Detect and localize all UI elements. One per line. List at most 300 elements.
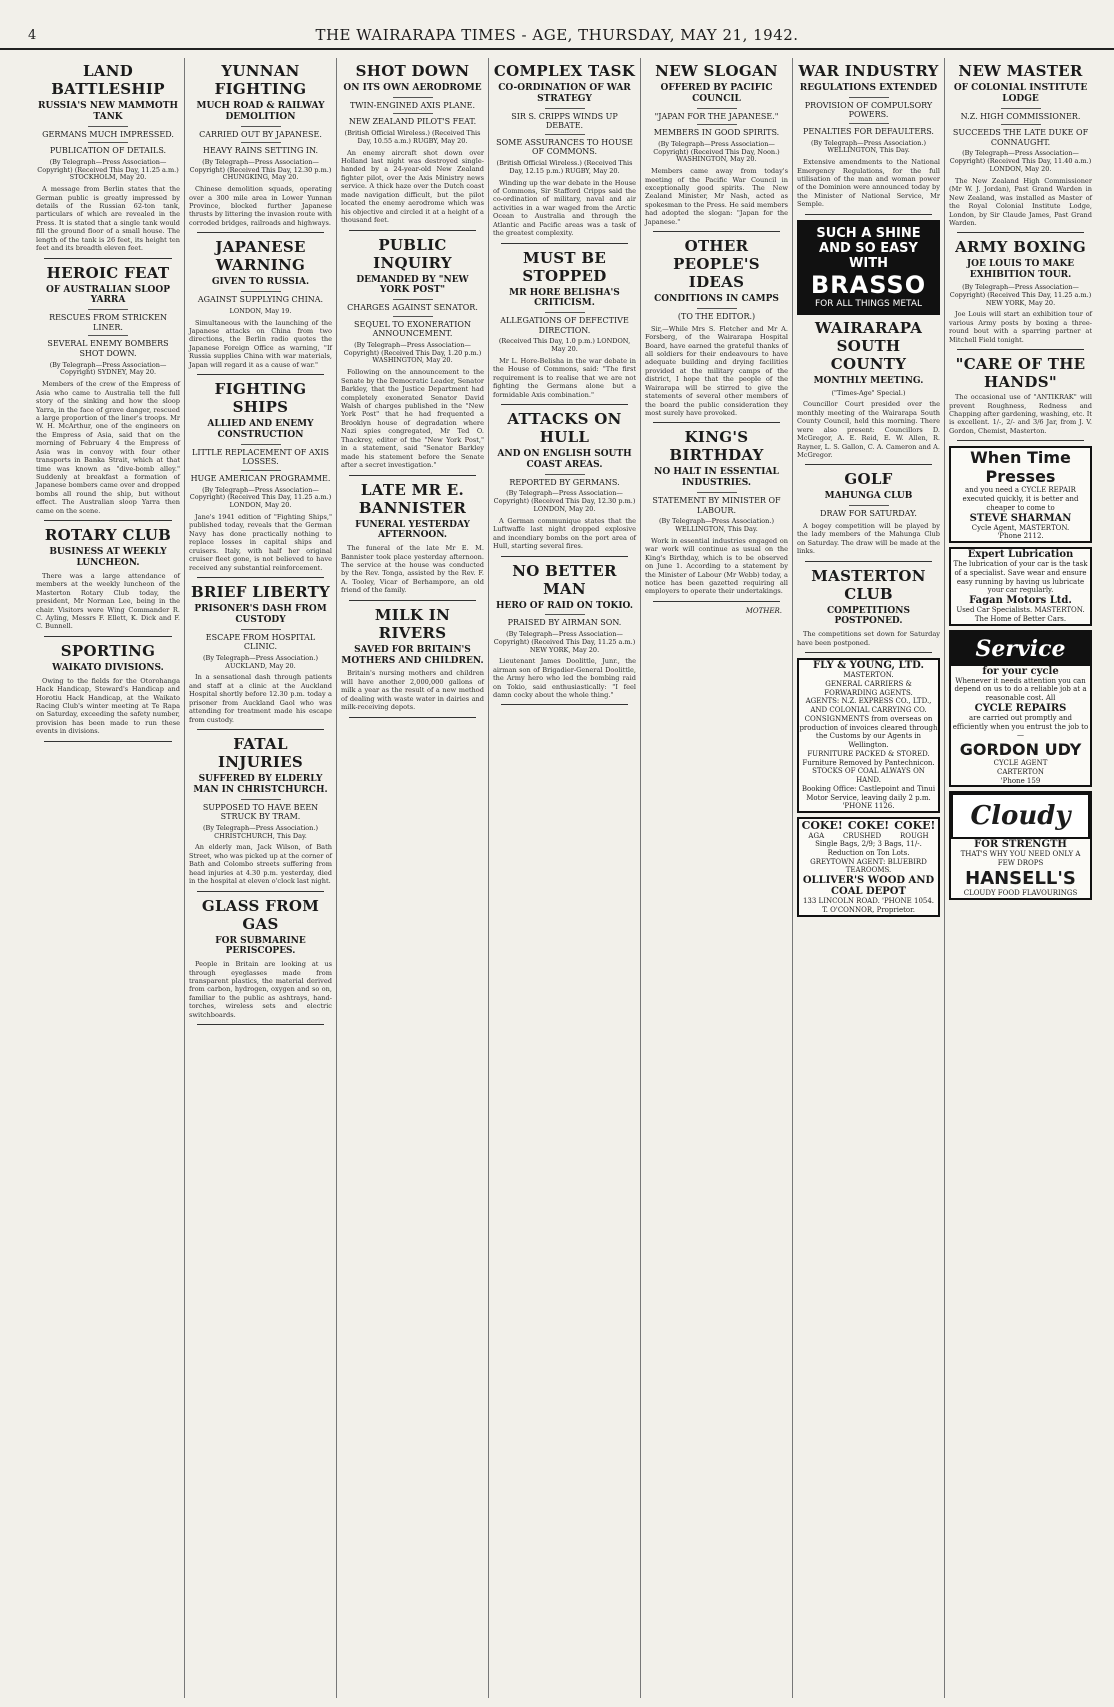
article-dateline: (By Telegraph—Press Association.) CHRISTCHURCH, This Day. [203, 823, 318, 840]
subhead-divider [697, 108, 737, 109]
article-divider [501, 556, 628, 557]
article-paragraph: Owing to the fields for the Otorohanga Hack Handicap, Steward's Handicap and Horotiu Hack Handicap, at the Waikato Racing Club's winter meeting at Te Rapa on Saturday, exceeding the safety number, provision has been made to run these events in divisions. [36, 676, 180, 736]
article-subhead: CARRIED OUT BY JAPANESE. [199, 129, 322, 139]
article-subhead: (TO THE EDITOR.) [677, 312, 756, 322]
article-paragraph: There was a large attendance of members at the weekly luncheon of the Masterton Rotary Club today, the president, Mr Norman Lee, being in the chair. Visitors were Wing Commander R. C. Ayling, Messrs F. Ellett, K. Dick and F. C. Bunnell. [36, 571, 180, 631]
article-divider [349, 600, 476, 601]
article-dateline: (By Telegraph—Press Association—Copyright) (Received This Day, 12.30 p.m.) CHUNGKING, May 20. [189, 157, 332, 182]
brasso-brand: BRASSO [810, 270, 927, 299]
article-headline: "CARE OF THE HANDS" [955, 355, 1086, 392]
article-body [645, 167, 788, 226]
article-headline: LATE MR E. BANNISTER [358, 480, 467, 517]
coke-agent: GREYTOWN AGENT: BLUEBIRD TEAROOMS. [810, 857, 927, 875]
article-subhead: OFFERED BY PACIFIC COUNCIL [660, 83, 773, 104]
ad-text: Cycle Agent, MASTERTON. [971, 523, 1070, 532]
article [493, 62, 636, 238]
article-paragraph: Joe Louis will start an exhibition tour of various Army posts by boxing a three-round bout with a sparring partner at Mitchell Field tonight. [949, 310, 1092, 344]
article-body [36, 677, 180, 736]
coke-supplier: OLLIVER'S WOOD AND COAL DEPOT [802, 875, 935, 898]
subhead-divider [1001, 108, 1041, 109]
column-2 [184, 58, 336, 1698]
subhead-divider [88, 335, 128, 336]
subhead-divider [849, 123, 889, 124]
article-subhead: DEMANDED BY "NEW YORK POST" [356, 274, 469, 296]
article-dateline: (By Telegraph—Press Association.) AUCKLAND, May 20. [203, 653, 318, 670]
article [797, 567, 940, 647]
article-subhead: NEW ZEALAND PILOT'S FEAT. [348, 117, 477, 127]
service-line: for your cycle [982, 665, 1059, 677]
article-dateline: (By Telegraph—Press Association—Copyright) (Received This Day, 1.20 p.m.) WASHINGTON, May 20. [343, 340, 482, 365]
article-body [341, 669, 484, 711]
article [189, 897, 332, 1020]
hansell-sub: CLOUDY FOOD FLAVOURINGS [963, 888, 1078, 897]
article-dateline: (British Official Wireless.) (Received This Day, 10.55 a.m.) RUGBY, May 20. [344, 128, 481, 145]
article-subhead: LITTLE REPLACEMENT OF AXIS LOSSES. [192, 447, 329, 467]
ad-text: Used Car Specialists. MASTERTON. The Home of Better Cars. [956, 606, 1085, 623]
article-divider [501, 404, 628, 405]
ad-text: CARTERTON [996, 767, 1045, 776]
brasso-tagline: FOR ALL THINGS METAL [814, 298, 923, 309]
masthead [0, 24, 1114, 50]
coke-word: COKE! [847, 819, 890, 833]
hansell-brand: HANSELL'S [965, 867, 1076, 889]
article-headline: FIGHTING SHIPS [214, 380, 307, 417]
hansell-cloudy: Cloudy [951, 793, 1090, 839]
article-paragraph: Chinese demolition squads, operating over a 300 mile area in Lower Yunnan Province, blocked further Japanese thrusts by littering the invasion route with corroded bridges, railroads and highways. [189, 185, 332, 227]
article-dateline: (By Telegraph—Press Association—Copyright) (Received This Day, 11.25 a.m.) NEW YORK, May 20. [493, 629, 636, 654]
column-5 [640, 58, 792, 1698]
article-subhead: PENALTIES FOR DEFAULTERS. [803, 126, 934, 136]
article-subhead: RUSSIA'S NEW MAMMOTH TANK [38, 101, 178, 122]
article-divider [957, 349, 1084, 350]
article-subhead: COMPETITIONS POSTPONED. [827, 605, 910, 627]
ad-brand: FLY & YOUNG, LTD. [813, 660, 924, 672]
article-subhead: AND ON ENGLISH SOUTH COAST AREAS. [497, 449, 632, 470]
article-headline: SHOT DOWN [355, 62, 470, 80]
ad-brand: GORDON UDY [959, 740, 1082, 760]
article-divider [653, 422, 780, 423]
column-1 [32, 58, 184, 1698]
article-dateline: ("Times-Age" Special.) [831, 388, 906, 397]
article-divider [197, 374, 324, 375]
article-subhead: ESCAPE FROM HOSPITAL CLINIC. [205, 632, 316, 652]
ad-text: CYCLE REPAIRS [974, 702, 1067, 714]
article [645, 62, 788, 226]
article [797, 470, 940, 555]
article [493, 249, 636, 400]
coke-prices: Single Bags, 2/9; 3 Bags, 11/-. [815, 840, 922, 849]
article-subhead: SUFFERED BY ELDERLY MAN IN CHRISTCHURCH. [193, 774, 328, 795]
article-headline: WAR INDUSTRY [798, 62, 939, 80]
article [341, 606, 484, 712]
article-subhead: FOR SUBMARINE PERISCOPES. [215, 935, 306, 957]
article-paragraph: A message from Berlin states that the German public is greatly impressed by details of the Russian 62-ton tank, particulars of which are revealed in the Press. It is stated that a single tank would fill the ground floor of a small house. The length of the tank is 26 feet, its height ten feet and its breadth eleven feet. [36, 185, 180, 253]
article-paragraph: Councillor Court presided over the monthly meeting of the Wairarapa South County Council, held this morning. There were also present: Councillors D. McGregor, A. E. Reid, E. W. Allen, R. Rayner, L. S. Gallon, C. A. Cameron and A. McGregor. [797, 400, 940, 460]
article-subhead: DRAW FOR SATURDAY. [820, 509, 917, 519]
article-paragraph: Mr L. Hore-Belisha in the war debate in the House of Commons, said: "The first requirement is to realise that we are not fighting the Germans alone but a formidable Axis combination." [493, 357, 636, 399]
article-paragraph: Members came away from today's meeting of the Pacific War Council in exceptionally good spirits. The New Zealand Minister, Mr Nash, acted as spokesman to the Press. He said members had adopted the slogan: "Japan for the Japanese." [645, 167, 788, 226]
article-subhead: GIVEN TO RUSSIA. [211, 277, 310, 288]
article-body [36, 185, 180, 253]
subhead-divider [241, 470, 281, 471]
article-divider [349, 717, 476, 718]
coke-reduction: Reduction on Ton Lots. [827, 848, 910, 857]
article-divider [805, 652, 932, 653]
coke-prop: T. O'CONNOR, Proprietor. [822, 905, 915, 914]
subhead-divider [697, 492, 737, 493]
article-divider [501, 704, 628, 705]
article-dateline: (By Telegraph—Press Association.) WELLINGTON, This Day. [811, 138, 926, 155]
ad-text: The lubrication of your car is the task of a specialist. Save wear and ensure easy running by having us lubricate your car regularly. [953, 560, 1088, 595]
article-headline: ARMY BOXING [955, 238, 1086, 257]
article-subhead: PUBLICATION OF DETAILS. [49, 146, 167, 156]
ad-brand: Fagan Motors Ltd. [969, 595, 1072, 607]
article-headline: BRIEF LIBERTY [190, 583, 331, 601]
article-subhead: ALLIED AND ENEMY CONSTRUCTION [207, 419, 314, 440]
article-headline: ROTARY CLUB [44, 526, 172, 545]
ad-text: CONSIGNMENTS from overseas on production of invoices cleared through the Customs by our Agents in Wellington. [799, 714, 938, 750]
article [493, 410, 636, 550]
article-divider [653, 231, 780, 232]
article-subhead: PRAISED BY AIRMAN SON. [507, 618, 622, 628]
article-headline: NEW MASTER [958, 62, 1083, 80]
ad-phone: 'Phone 2112. [997, 532, 1044, 541]
article-body [949, 310, 1092, 344]
article-subhead: STATEMENT BY MINISTER OF LABOUR. [652, 496, 781, 515]
article-paragraph: Winding up the war debate in the House of Commons, Sir Stafford Cripps said the co-ordination of military, naval and air activities in a war waged from the Arctic Ocean to Australia and through the Atlantic and Pacific areas was a task of the greatest complexity. [493, 178, 636, 238]
article-headline: PUBLIC INQUIRY [373, 235, 452, 272]
article-body [797, 400, 940, 459]
article-divider [349, 230, 476, 231]
article-subhead: REPORTED BY GERMANS. [509, 477, 620, 487]
letter-signature: MOTHER. [745, 606, 782, 615]
article-subhead: REGULATIONS EXTENDED [799, 83, 938, 93]
article [189, 238, 332, 369]
article-headline: HEROIC FEAT [46, 263, 170, 282]
article-subhead: HUGE AMERICAN PROGRAMME. [190, 473, 331, 483]
article-paragraph: Work in essential industries engaged on war work will continue as usual on the King's Birthday, which is to be observed on June 1. According to a statement by the Minister of Labour (Mr Webb) today, a notice has been gazetted requiring all employers to operate their undertakings. [645, 536, 788, 596]
article [341, 62, 484, 225]
article-body [797, 522, 940, 556]
time-presses-ad [949, 446, 1092, 543]
article-subhead: OF AUSTRALIAN SLOOP YARRA [45, 284, 170, 306]
fagan-ad [949, 547, 1092, 626]
article [797, 319, 940, 460]
article-subhead: PROVISION OF COMPULSORY POWERS. [804, 100, 933, 120]
fly-young-ad [797, 658, 940, 813]
article [645, 428, 788, 595]
article-headline: SPORTING [60, 641, 156, 660]
column-6 [792, 58, 944, 1698]
article-subhead: WAIKATO DIVISIONS. [52, 662, 164, 673]
article-divider [197, 577, 324, 578]
article-paragraph: Lieutenant James Doolittle, Junr., the airman son of Brigadier-General Doolittle, the Army hero who led the bombing raid on Tokio, said enthusiastically: "I feel damn cocky about the whole thing." [493, 657, 636, 700]
subhead-divider [88, 309, 128, 310]
article-divider [805, 214, 932, 215]
brasso-line: SUCH A SHINE [816, 225, 921, 241]
article-body [189, 319, 332, 370]
coke-addr: 133 LINCOLN ROAD. 'PHONE 1054. [802, 897, 935, 906]
ad-text: GENERAL CARRIERS & FORWARDING AGENTS. [824, 679, 913, 697]
article-body [341, 544, 484, 595]
subhead-divider [88, 142, 128, 143]
article-divider [653, 601, 780, 602]
article-subhead: ALLEGATIONS OF DEFECTIVE DIRECTION. [500, 316, 629, 335]
newspaper-title: THE WAIRARAPA TIMES - AGE, THURSDAY, MAY 21, 1942. [315, 26, 799, 44]
article-dateline: (By Telegraph—Press Association—Copyright) (Received This Day, 12.30 p.m.) LONDON, May 20. [493, 489, 636, 513]
article-subhead: SUPPOSED TO HAVE BEEN STRUCK BY TRAM. [202, 802, 319, 822]
subhead-divider [241, 291, 281, 292]
ad-text: MASTERTON. [843, 671, 894, 680]
article-dateline: (By Telegraph—Press Association—Copyright) (Received This Day, 11.40 a.m.) LONDON, May 20. [949, 149, 1092, 173]
article-body [645, 537, 788, 596]
ad-name: STEVE SHARMAN [969, 512, 1072, 524]
article-paragraph: A German communique states that the Luftwaffe last night dropped explosive and incendiary bombs on the port area of Hull, starting several fires. [493, 516, 636, 551]
article-body [949, 177, 1092, 228]
article-body [36, 572, 180, 631]
article-paragraph: An enemy aircraft shot down over Holland last night was destroyed single-handed by a 24-year-old New Zealand fighter pilot, over the Axis Ministry news service. A thick haze over the Dutch coast made navigation difficult, but the pilot located the enemy aerodrome which was his objective and circled it at a height of a thousand feet. [341, 148, 484, 225]
article-body [189, 843, 332, 885]
article-paragraph: An elderly man, Jack Wilson, of Bath Street, who was picked up at the corner of Bath and Colombo streets suffering from head injuries at 4.30 p.m. yesterday, died in the hospital at eleven o'clock last night. [189, 843, 332, 886]
subhead-divider [393, 113, 433, 114]
article-divider [44, 741, 172, 742]
hansell-note: THAT'S WHY YOU NEED ONLY A FEW DROPS [960, 850, 1081, 868]
ad-text: are carried out promptly and efficiently when you entrust the job to— [952, 713, 1089, 740]
article-subhead: CHARGES AGAINST SENATOR. [347, 303, 478, 313]
article-body [36, 380, 180, 515]
article-divider [197, 729, 324, 730]
subhead-divider [849, 97, 889, 98]
coke-word: COKE! [894, 819, 936, 833]
subhead-divider [88, 126, 128, 127]
article-headline: MASTERTON CLUB [811, 566, 926, 603]
article-body [189, 673, 332, 724]
article-subhead: "JAPAN FOR THE JAPANESE." [654, 111, 779, 121]
coke-type: ROUGH [899, 832, 929, 841]
article-paragraph: Members of the crew of the Empress of Asia who came to Australia tell the full story of the sinking and how the sloop Yarra, in the face of grave danger, rescued a large proportion of the liner's troops. Mr W. H. McArthur, one of the engineers on the Empress of Asia, said that on the morning of February 4 the Empress of Asia was in convoy with four other transports in Banka Strait, which at that time was known as "dive-bomb alley." Suddenly at breakfast a formation of Japanese bombers came over and dropped bombs all round the ship, but without effect. The Australian sloop Yarra then came on the scene. [36, 380, 180, 515]
article-subhead: FUNERAL YESTERDAY AFTERNOON. [355, 519, 470, 541]
coke-types [799, 832, 938, 840]
article-divider [44, 258, 172, 259]
article-divider [197, 1024, 324, 1025]
article [949, 238, 1092, 344]
article-body [189, 960, 332, 1019]
ad-text: Booking Office: Castlepoint and Tinui Motor Service, leaving daily 2 p.m. 'PHONE 1126. [801, 784, 936, 811]
article [36, 264, 180, 516]
article-divider [957, 232, 1084, 233]
ad-headline: Expert Lubrication [967, 549, 1074, 561]
article-paragraph: The competitions set down for Saturday have been postponed. [797, 630, 940, 647]
article-body [493, 357, 636, 399]
article-subhead: JOE LOUIS TO MAKE EXHIBITION TOUR. [966, 259, 1075, 281]
article [189, 735, 332, 886]
service-ad [949, 630, 1092, 788]
subhead-divider [241, 799, 281, 800]
article [493, 562, 636, 700]
article-divider [805, 561, 932, 562]
subhead-divider [545, 474, 585, 475]
article-dateline: (By Telegraph—Press Association—Copyright) (Received This Day, 11.25 a.m.) LONDON, May 20. [189, 485, 332, 510]
article-subhead: CONDITIONS IN CAMPS [654, 294, 779, 305]
article-headline: YUNNAN FIGHTING [214, 62, 307, 98]
article-body [493, 517, 636, 551]
subhead-divider [545, 108, 585, 109]
article [189, 583, 332, 724]
article-body [341, 368, 484, 469]
article-subhead: SEVERAL ENEMY BOMBERS SHOT DOWN. [47, 339, 169, 359]
article-subhead: OF COLONIAL INSTITUTE LODGE [953, 83, 1088, 104]
article-subhead: PRISONER'S DASH FROM CUSTODY [194, 604, 327, 625]
article [797, 62, 940, 209]
article-divider [501, 243, 628, 244]
article-paragraph: Extensive amendments to the National Emergency Regulations, for the full utilisation of the man and woman power of the Dominion were announced today by the Minister of National Service, Mr Semple. [797, 158, 940, 209]
article-paragraph: Following on the announcement to the Senate by the Democratic Leader, Senator Barkley, that the Justice Department had completely exonerated Senator David Walsh of charges published in the "New York Post" that he had frequented a Brooklyn house of degradation where Nazi spies congregated, Mr Ted O. Thackrey, editor of the "New York Post," in a statement, said "Senator Barkley made his statement before the Senate after a secret investigation." [341, 368, 484, 470]
article-headline: ATTACKS ON HULL [507, 410, 622, 447]
article [949, 355, 1092, 435]
article [645, 237, 788, 417]
subhead-divider [849, 505, 889, 506]
coke-words [799, 819, 938, 832]
article [949, 62, 1092, 227]
article [341, 481, 484, 595]
ad-text: FURNITURE PACKED & STORED. Furniture Removed by Pantechnicon. STOCKS OF COAL ALWAYS ON HAND. [802, 749, 935, 785]
brasso-ad [797, 220, 940, 315]
service-word: Service [951, 632, 1090, 666]
article-divider [197, 891, 324, 892]
article-paragraph: In a sensational dash through patients and staff at a clinic at the Auckland Hospital shortly before 12.30 p.m. today a prisoner from Auckland Gaol who was attending for treatment made his escape from custody. [189, 673, 332, 724]
subhead-divider [545, 312, 585, 313]
article [36, 526, 180, 631]
subhead-divider [545, 614, 585, 615]
subhead-divider [697, 308, 737, 309]
subhead-divider [393, 299, 433, 300]
ad-text: AGENTS: N.Z. EXPRESS CO., LTD., AND COLONIAL CARRYING CO. [805, 697, 932, 715]
article-subhead: SOME ASSURANCES TO HOUSE OF COMMONS. [496, 137, 633, 157]
ad-phone: 'Phone 159 [1000, 776, 1041, 785]
subhead-divider [241, 142, 281, 143]
article-subhead: SIR S. CRIPPS WINDS UP DEBATE. [511, 111, 618, 131]
article-headline: JAPANESE WARNING [215, 238, 306, 275]
column-4 [488, 58, 640, 1698]
article-divider [349, 475, 476, 476]
article-dateline: LONDON, May 19. [229, 306, 292, 315]
article-subhead: CO-ORDINATION OF WAR STRATEGY [498, 83, 631, 104]
article [36, 642, 180, 736]
article-subhead: N.Z. HIGH COMMISSIONER. [960, 111, 1081, 121]
article-dateline: (Received This Day, 1.0 p.m.) LONDON, May 20. [498, 337, 631, 354]
article-headline: WAIRARAPA SOUTH COUNTY [814, 318, 923, 373]
article-paragraph: The New Zealand High Commissioner (Mr W. J. Jordan), Past Grand Warden in New Zealand, was installed as Master of the Royal Colonial Institute Lodge, London, by Sir Claude James, Past Grand Warden. [949, 176, 1092, 227]
article-divider [957, 440, 1084, 441]
page-number: 4 [28, 28, 37, 43]
ad-text: and you need a CYCLE REPAIR executed quickly, it is better and cheaper to come to [962, 486, 1079, 512]
article-body [189, 185, 332, 227]
article-subhead: AGAINST SUPPLYING CHINA. [197, 295, 324, 305]
article-subhead: MONTHLY MEETING. [813, 375, 924, 386]
hansell-ad [949, 791, 1092, 899]
article-subhead: RESCUES FROM STRICKEN LINER. [49, 313, 167, 332]
subhead-divider [393, 316, 433, 317]
article-dateline: (By Telegraph—Press Association—Copyright) (Received This Day, 11.25 a.m.) NEW YORK, May 20. [949, 282, 1092, 307]
article-body [797, 158, 940, 209]
article-dateline: (By Telegraph—Press Association.) WELLINGTON, This Day. [659, 517, 774, 534]
brasso-line: AND SO EASY WITH [819, 240, 918, 271]
article-headline: KING'S BIRTHDAY [669, 428, 764, 465]
article-subhead: SAVED FOR BRITAIN'S MOTHERS AND CHILDREN. [341, 644, 484, 666]
article [36, 62, 180, 253]
subhead-divider [241, 629, 281, 630]
coke-word: COKE! [801, 819, 843, 833]
subhead-divider [697, 124, 737, 125]
article-dateline: (By Telegraph—Press Association—Copyright) (Received This Day, Noon.) WASHINGTON, May 20. [653, 139, 780, 164]
article-subhead: SUCCEEDS THE LATE DUKE OF CONNAUGHT. [952, 128, 1089, 147]
article-dateline: (By Telegraph—Press Association—Copyright) SYDNEY, May 20. [49, 360, 167, 377]
article-subhead: GERMANS MUCH IMPRESSED. [42, 129, 174, 139]
article [189, 62, 332, 227]
article-body [493, 179, 636, 238]
hansell-for: FOR STRENGTH [974, 839, 1067, 851]
article-subhead: SEQUEL TO EXONERATION ANNOUNCEMENT. [354, 319, 471, 339]
article-headline: NEW SLOGAN [655, 62, 778, 80]
article-headline: OTHER PEOPLE'S IDEAS [673, 237, 760, 292]
article-divider [805, 464, 932, 465]
ad-headline: When Time Presses [970, 448, 1071, 487]
article-subhead: MR HORE BELISHA'S CRITICISM. [509, 287, 620, 309]
article-divider [44, 636, 172, 637]
article-paragraph: The occasional use of "ANTIKRAK" will prevent Roughness, Redness and Chapping after gardening, washing, etc. It is excellent. 1/-, 2/- and 3/6 Jar, from J. V. Gordon, Chemist, Masterton. [949, 393, 1092, 435]
article-headline: FATAL INJURIES [217, 735, 304, 771]
article-body [341, 149, 484, 225]
article-body [189, 513, 332, 572]
article-subhead: HERO OF RAID ON TOKIO. [495, 600, 633, 611]
article-body [949, 393, 1092, 435]
article-headline: MILK IN RIVERS [374, 605, 451, 642]
article-subhead: MEMBERS IN GOOD SPIRITS. [653, 128, 780, 138]
column-7 [944, 58, 1096, 1698]
article-paragraph: The funeral of the late Mr E. M. Bannister took place yesterday afternoon. The service at the house was conducted by the Rev. Tonga, assisted by the Rev. F. A. Tooley, Vicar of Berhampore, an old friend of the family. [341, 544, 484, 595]
article-headline: GLASS FROM GAS [201, 896, 320, 933]
article-subhead: NO HALT IN ESSENTIAL INDUSTRIES. [654, 467, 779, 489]
article-headline: GOLF [844, 470, 893, 489]
article-paragraph: Britain's nursing mothers and children will have another 2,000,000 gallons of milk a year as the result of a new method of dealing with waste water in dairies and milk-receiving depots. [341, 669, 484, 712]
subhead-divider [241, 126, 281, 127]
subhead-divider [241, 444, 281, 445]
article [189, 380, 332, 572]
article-subhead: MAHUNGA CLUB [824, 491, 913, 502]
article-headline: LAND BATTLESHIP [51, 62, 165, 98]
coke-ad [797, 817, 940, 917]
coke-type: CRUSHED [842, 832, 882, 841]
article-dateline: (By Telegraph—Press Association—Copyright) (Received This Day, 11.25 a.m.) STOCKHOLM, May 20. [37, 157, 179, 182]
article-body [493, 657, 636, 699]
article-paragraph: A bogey competition will be played by the lady members of the Mahunga Club on Saturday. The draw will be made at the links. [797, 521, 940, 556]
article-headline: COMPLEX TASK [493, 62, 636, 80]
article [341, 236, 484, 470]
article-subhead: TWIN-ENGINED AXIS PLANE. [349, 100, 476, 110]
article-subhead: ON ITS OWN AERODROME [343, 83, 482, 93]
subhead-divider [545, 134, 585, 135]
article-subhead: MUCH ROAD & RAILWAY DEMOLITION [196, 101, 325, 122]
ad-text: Whenever it needs attention you can depend on us to do a reliable job at a reasonable cost. All [954, 676, 1087, 703]
article-body [645, 325, 788, 418]
article-subhead: HEAVY RAINS SETTING IN. [202, 146, 319, 156]
article-paragraph: Jane's 1941 edition of "Fighting Ships," published today, reveals that the German Navy has done practically nothing to replace losses in capital ships and cruisers. Italy, with half her original cruiser fleet gone, is not believed to have received any substantial reinforcement. [189, 512, 332, 572]
article-headline: MUST BE STOPPED [522, 248, 607, 285]
coke-type: AGA [808, 832, 825, 841]
article-headline: NO BETTER MAN [512, 561, 617, 598]
article-body [797, 630, 940, 647]
article-subhead: BUSINESS AT WEEKLY LUNCHEON. [49, 547, 167, 569]
